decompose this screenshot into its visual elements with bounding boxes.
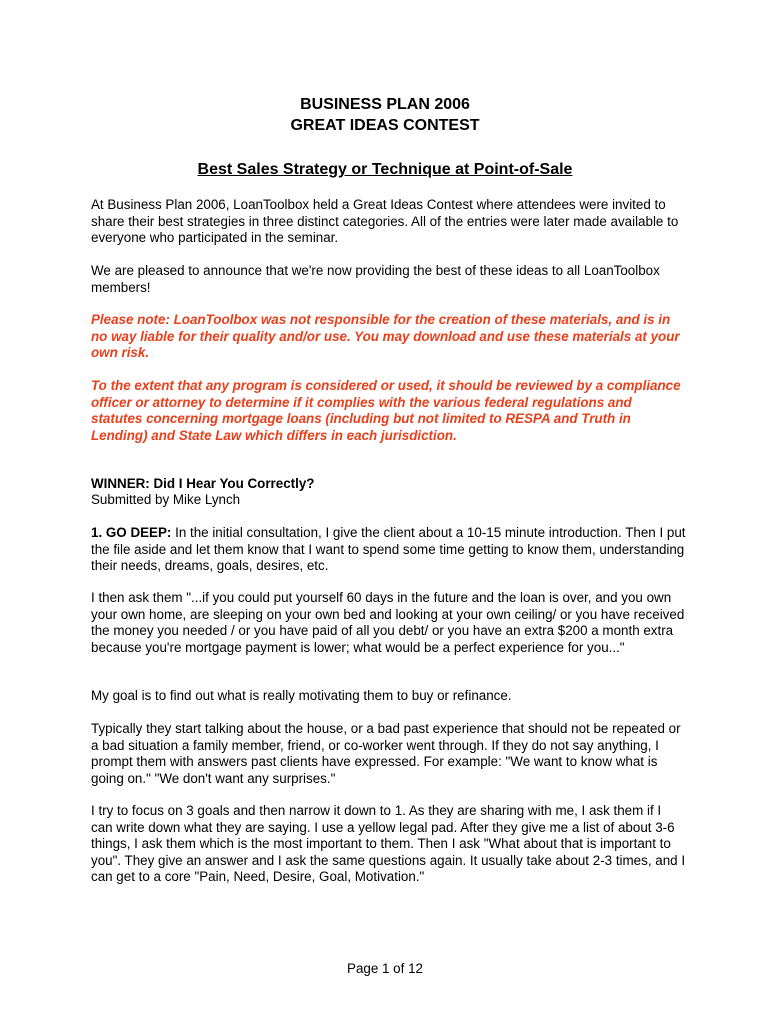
document-title-line1: BUSINESS PLAN 2006 [300, 96, 470, 113]
compliance-notice: To the extent that any program is considered or used, it should be reviewed by a compliance officer or attorney to determine if it complies with the various federal regulations and statutes concerning mortgage loans (including but not limited to RESPA and Truth in Lending) and State Law which differs in each jurisdiction. [91, 378, 681, 443]
winner-heading: WINNER: Did I Hear You Correctly? [91, 476, 315, 491]
submitted-by: Submitted by Mike Lynch [91, 492, 241, 507]
goal-paragraph: My goal is to find out what is really motivating them to buy or refinance. [91, 688, 512, 703]
page-number: Page 1 of 12 [347, 961, 423, 976]
document-title-line2: GREAT IDEAS CONTEST [290, 117, 480, 134]
focus-paragraph: I try to focus on 3 goals and then narrow it down to 1. As they are sharing with me, I ask them if I can write down what they are saying. I use a yellow legal pad. After they give me a list of about 3-6 things, I ask them which is the most important to them. Then I ask "What about that is important to you". They give an answer and I ask the same questions again. It usually take about 2-3 times, and I can get to a core "Pain, Need, Desire, Goal, Motivation." [91, 803, 686, 884]
disclaimer-notice: Please note: LoanToolbox was not responsible for the creation of these materials, and is in no way liable for their quality and/or use. You may download and use these materials at your own risk. [91, 312, 680, 360]
step-1-paragraph [91, 525, 686, 575]
typically-paragraph: Typically they start talking about the house, or a bad past experience that should not be repeated or a bad situation a family member, friend, or co-worker went through. If they do not say anything, I prompt them with answers past clients have expressed. For example: "We want to know what is going on." "We don't want any surprises." [91, 721, 681, 786]
ask-paragraph: I then ask them "...if you could put yourself 60 days in the future and the loan is over, and you own your own home, are sleeping on your own bed and looking at your own ceiling/ or you have received the money you needed / or you have paid of all you debt/ or you have an extra $200 a month extra because you're mortgage payment is lower; what would be a perfect experience for you..." [91, 590, 685, 655]
step-1-label: 1. GO DEEP: [91, 525, 172, 540]
step-1-text: In the initial consultation, I give the client about a 10-15 minute introduction. Then I put the file aside and let them know that I want to spend some time getting to know them, understanding their needs, dreams, goals, desires, etc. [91, 525, 686, 573]
section-heading: Best Sales Strategy or Technique at Point-of-Sale [197, 161, 573, 178]
intro-paragraph-2: We are pleased to announce that we're now providing the best of these ideas to all LoanToolbox members! [91, 263, 660, 295]
intro-paragraph-1: At Business Plan 2006, LoanToolbox held a Great Ideas Contest where attendees were invited to share their best strategies in three distinct categories. All of the entries were later made available to everyone who participated in the seminar. [91, 197, 679, 245]
